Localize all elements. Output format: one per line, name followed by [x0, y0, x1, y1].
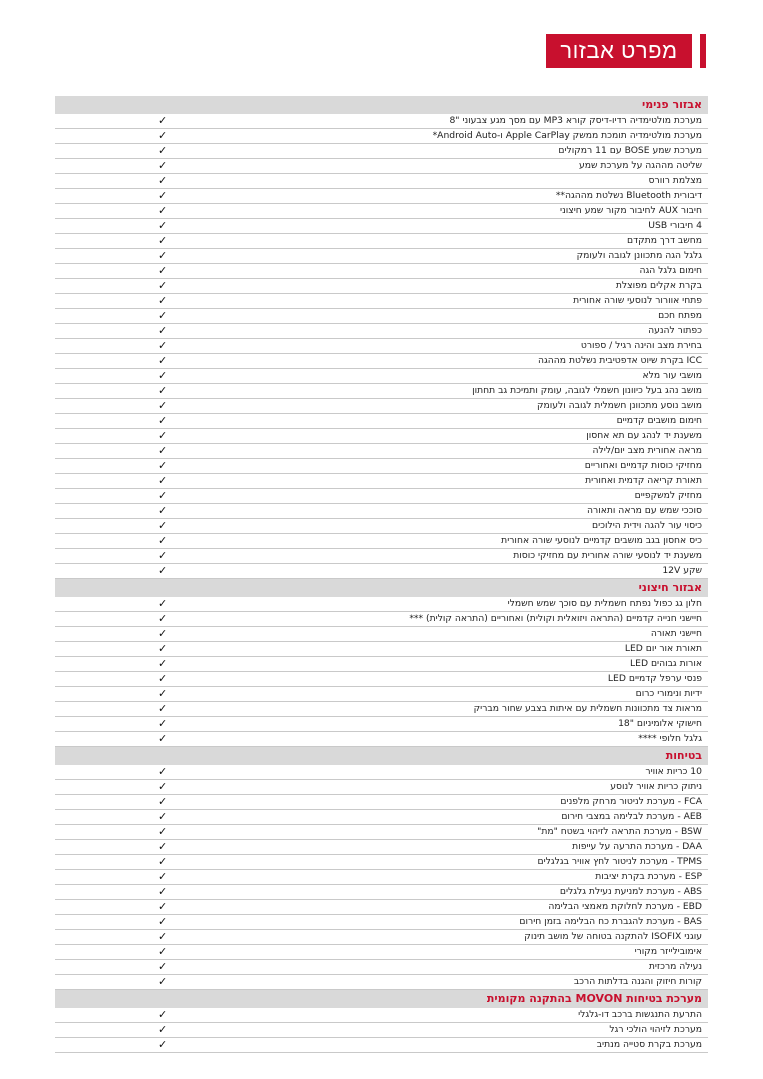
- spec-item-label: FCA - מערכת לניטור מרחק מלפנים: [560, 796, 702, 807]
- section-header: אבזור פנימי: [55, 96, 708, 114]
- spec-row: [55, 564, 708, 579]
- spec-item-label: EBD - מערכת לחלוקת מאמצי הבלימה: [548, 901, 702, 912]
- check-icon: ✓: [158, 309, 168, 322]
- spec-item-label: עוגני ISOFIX להתקנה בטוחה של מושב תינוק: [524, 931, 702, 942]
- check-icon: ✓: [158, 960, 168, 973]
- spec-row: [55, 294, 708, 309]
- spec-row: [55, 504, 708, 519]
- page-title: מפרט אבזור: [546, 34, 692, 68]
- spec-item-label: מערכת לזיהוי הולכי רגל: [609, 1024, 702, 1035]
- spec-row: [55, 414, 708, 429]
- spec-item-label: ABS - מערכת למניעת נעילת גלגלים: [559, 886, 702, 897]
- check-icon: ✓: [158, 945, 168, 958]
- spec-row: [55, 429, 708, 444]
- spec-row: [55, 459, 708, 474]
- spec-item-label: פתחי אוורור לנוסעי שורה אחורית: [573, 295, 702, 306]
- spec-row: [55, 795, 708, 810]
- spec-item-label: מושב נוסע מתכוונן חשמלית לגובה ולעומק: [536, 400, 702, 411]
- check-icon: ✓: [158, 144, 168, 157]
- check-icon: ✓: [158, 204, 168, 217]
- check-icon: ✓: [158, 189, 168, 202]
- check-icon: ✓: [158, 519, 168, 532]
- spec-item-label: תאורת אור יום LED: [624, 643, 702, 654]
- check-icon: ✓: [158, 930, 168, 943]
- check-icon: ✓: [158, 885, 168, 898]
- spec-item-label: מערכת מולטימדיה רדיו-דיסק קורא MP3 עם מסך מגע צבעוני "8: [449, 115, 702, 126]
- spec-item-label: חיבור AUX לחיבור מקור שמע חיצוני: [560, 205, 702, 216]
- spec-item-label: משענת יד לנוסעי שורה אחורית עם מחזיקי כוסות: [513, 550, 702, 561]
- spec-item-label: BAS - מערכת להגברת כח הבלימה בזמן חירום: [519, 916, 702, 927]
- spec-row: [55, 885, 708, 900]
- spec-row: [55, 915, 708, 930]
- check-icon: ✓: [158, 825, 168, 838]
- spec-item-label: שקע 12V: [662, 565, 702, 576]
- spec-row: [55, 1038, 708, 1053]
- check-icon: ✓: [158, 534, 168, 547]
- spec-item-label: מחזיקי כוסות קדמיים ואחוריים: [584, 460, 702, 471]
- check-icon: ✓: [158, 234, 168, 247]
- check-icon: ✓: [158, 765, 168, 778]
- spec-row: [55, 129, 708, 144]
- spec-item-label: מושב נהג בעל כיוונון חשמלי לגובה, עומק ותמיכת גב תחתון: [472, 385, 702, 396]
- spec-item-label: מחזיק למשקפיים: [634, 490, 702, 501]
- check-icon: ✓: [158, 612, 168, 625]
- spec-row: [55, 234, 708, 249]
- spec-item-label: TPMS - מערכת לניטור לחץ אוויר בגלגלים: [537, 856, 702, 867]
- spec-item-label: משענת יד לנהג עם תא אחסון: [586, 430, 702, 441]
- check-icon: ✓: [158, 1038, 168, 1051]
- spec-row: [55, 612, 708, 627]
- spec-item-label: חימום גלגל הגה: [639, 265, 702, 276]
- spec-item-label: מערכת בקרת סטייה מנתיב: [596, 1039, 702, 1050]
- check-icon: ✓: [158, 1023, 168, 1036]
- check-icon: ✓: [158, 717, 168, 730]
- section-header: מערכת בטיחות MOVON בהתקנה מקומית: [55, 990, 708, 1008]
- spec-item-label: מצלמת רוורס: [648, 175, 702, 186]
- spec-item-label: גלגל הגה מתכוונן לגובה ולעומק: [576, 250, 702, 261]
- spec-row: [55, 249, 708, 264]
- check-icon: ✓: [158, 444, 168, 457]
- check-icon: ✓: [158, 840, 168, 853]
- spec-row: [55, 399, 708, 414]
- spec-row: [55, 339, 708, 354]
- spec-item-label: ESP - מערכת בקרת יציבות: [595, 871, 702, 882]
- check-icon: ✓: [158, 687, 168, 700]
- spec-item-label: מושבי עור מלא: [642, 370, 702, 381]
- spec-item-label: חיישני חנייה קדמיים (התראה ויזואלית וקולית) ואחוריים (התראה קולית) ***: [409, 613, 702, 624]
- spec-row: [55, 960, 708, 975]
- spec-row: [55, 732, 708, 747]
- check-icon: ✓: [158, 795, 168, 808]
- section-header: אבזור חיצוני: [55, 579, 708, 597]
- spec-row: [55, 549, 708, 564]
- spec-row: [55, 855, 708, 870]
- spec-item-label: חישוקי אלומיניום "18: [618, 718, 702, 729]
- spec-row: [55, 324, 708, 339]
- spec-item-label: פנסי ערפל קדמיים LED: [607, 673, 702, 684]
- spec-item-label: ICC בקרת שיוט אדפטיבית נשלטת מההגה: [538, 355, 702, 366]
- spec-row: [55, 717, 708, 732]
- spec-row: [55, 840, 708, 855]
- spec-item-label: ידיות ונימורי כרום: [635, 688, 702, 699]
- check-icon: ✓: [158, 174, 168, 187]
- spec-row: [55, 204, 708, 219]
- spec-item-label: נעילה מרכזית: [648, 961, 702, 972]
- check-icon: ✓: [158, 384, 168, 397]
- spec-item-label: אימובילייזר מקורי: [634, 946, 702, 957]
- check-icon: ✓: [158, 870, 168, 883]
- check-icon: ✓: [158, 339, 168, 352]
- spec-row: [55, 702, 708, 717]
- spec-row: [55, 657, 708, 672]
- check-icon: ✓: [158, 1008, 168, 1021]
- check-icon: ✓: [158, 114, 168, 127]
- check-icon: ✓: [158, 474, 168, 487]
- spec-row: [55, 810, 708, 825]
- spec-item-label: שליטה מההגה על מערכת שמע: [578, 160, 702, 171]
- spec-item-label: DAA - מערכת התרעה על עייפות: [572, 841, 702, 852]
- check-icon: ✓: [158, 900, 168, 913]
- spec-row: [55, 1023, 708, 1038]
- spec-item-label: 10 כריות אוויר: [645, 766, 702, 777]
- check-icon: ✓: [158, 810, 168, 823]
- spec-item-label: אורות גבוהים LED: [630, 658, 702, 669]
- spec-item-label: התרעת התנגשות ברכב דו-גלגלי: [578, 1009, 702, 1020]
- spec-item-label: מראות צד מתכוונות חשמלית עם איתות בצבע שחור מבריק: [473, 703, 702, 714]
- spec-row: [55, 780, 708, 795]
- check-icon: ✓: [158, 780, 168, 793]
- spec-row: [55, 825, 708, 840]
- spec-item-label: מחשב דרך מתקדם: [627, 235, 702, 246]
- spec-item-label: BSW - מערכת התראה לזיהוי בשטח "מת": [537, 826, 702, 837]
- spec-row: [55, 444, 708, 459]
- check-icon: ✓: [158, 354, 168, 367]
- spec-row: [55, 114, 708, 129]
- check-icon: ✓: [158, 732, 168, 745]
- check-icon: ✓: [158, 642, 168, 655]
- spec-item-label: בקרת אקלים מפוצלת: [615, 280, 702, 291]
- check-icon: ✓: [158, 159, 168, 172]
- spec-row: [55, 189, 708, 204]
- spec-row: [55, 765, 708, 780]
- check-icon: ✓: [158, 264, 168, 277]
- check-icon: ✓: [158, 294, 168, 307]
- spec-row: [55, 534, 708, 549]
- check-icon: ✓: [158, 369, 168, 382]
- spec-row: [55, 900, 708, 915]
- check-icon: ✓: [158, 219, 168, 232]
- spec-row: [55, 369, 708, 384]
- spec-row: [55, 309, 708, 324]
- spec-row: [55, 384, 708, 399]
- spec-item-label: דיבורית Bluetooth נשלטת מההגה**: [555, 190, 702, 201]
- spec-row: [55, 930, 708, 945]
- check-icon: ✓: [158, 129, 168, 142]
- check-icon: ✓: [158, 702, 168, 715]
- spec-item-label: חימום מושבים קדמיים: [616, 415, 702, 426]
- spec-item-label: קורות חיזוק והגנה בדלתות הרכב: [573, 976, 702, 987]
- check-icon: ✓: [158, 915, 168, 928]
- spec-item-label: כיסוי עור להגה וידית הילוכים: [591, 520, 702, 531]
- spec-row: [55, 144, 708, 159]
- check-icon: ✓: [158, 855, 168, 868]
- spec-row: [55, 474, 708, 489]
- spec-item-label: בחירת מצב והינה רגיל / ספורט: [580, 340, 702, 351]
- check-icon: ✓: [158, 279, 168, 292]
- spec-row: [55, 642, 708, 657]
- spec-item-label: 4 חיבורי USB: [648, 220, 702, 231]
- check-icon: ✓: [158, 429, 168, 442]
- check-icon: ✓: [158, 597, 168, 610]
- spec-item-label: כפתור להנעה: [648, 325, 702, 336]
- spec-item-label: כיס אחסון בגב מושבים קדמיים לנוסעי שורה אחורית: [501, 535, 702, 546]
- check-icon: ✓: [158, 504, 168, 517]
- check-icon: ✓: [158, 672, 168, 685]
- spec-row: [55, 597, 708, 612]
- spec-table: [55, 96, 708, 1053]
- spec-item-label: מפתח חכם: [658, 310, 702, 321]
- spec-item-label: מראה אחורית מצב יום/לילה: [592, 445, 702, 456]
- spec-item-label: ניתוק כריות אוויר לנוסע: [610, 781, 702, 792]
- spec-row: [55, 945, 708, 960]
- spec-row: [55, 279, 708, 294]
- spec-item-label: תאורת קריאה קדמית ואחורית: [585, 475, 702, 486]
- check-icon: ✓: [158, 414, 168, 427]
- spec-item-label: גלגל חלופי ****: [638, 733, 702, 744]
- spec-item-label: סוככי שמש עם מראה ותאורה: [587, 505, 702, 516]
- spec-row: [55, 1008, 708, 1023]
- spec-row: [55, 672, 708, 687]
- check-icon: ✓: [158, 399, 168, 412]
- spec-item-label: מערכת מולטימדיה תומכת ממשק Apple CarPlay ו-Android Auto*: [432, 130, 702, 141]
- check-icon: ✓: [158, 657, 168, 670]
- spec-item-label: מערכת שמע BOSE עם 11 רמקולים: [558, 145, 702, 156]
- spec-row: [55, 489, 708, 504]
- check-icon: ✓: [158, 549, 168, 562]
- spec-row: [55, 264, 708, 279]
- spec-row: [55, 174, 708, 189]
- check-icon: ✓: [158, 627, 168, 640]
- check-icon: ✓: [158, 459, 168, 472]
- title-accent-bar: [700, 34, 706, 68]
- check-icon: ✓: [158, 489, 168, 502]
- check-icon: ✓: [158, 975, 168, 988]
- spec-row: [55, 519, 708, 534]
- check-icon: ✓: [158, 324, 168, 337]
- spec-item-label: חלון גג כפול נפתח חשמלית עם סוכך שמש חשמלי: [507, 598, 702, 609]
- spec-row: [55, 870, 708, 885]
- spec-item-label: חיישני תאורה: [650, 628, 702, 639]
- section-header: בטיחות: [55, 747, 708, 765]
- spec-row: [55, 219, 708, 234]
- spec-row: [55, 975, 708, 990]
- spec-row: [55, 687, 708, 702]
- spec-row: [55, 354, 708, 369]
- check-icon: ✓: [158, 564, 168, 577]
- spec-row: [55, 159, 708, 174]
- spec-row: [55, 627, 708, 642]
- check-icon: ✓: [158, 249, 168, 262]
- spec-item-label: AEB - מערכת לבלימה במצבי חירום: [561, 811, 702, 822]
